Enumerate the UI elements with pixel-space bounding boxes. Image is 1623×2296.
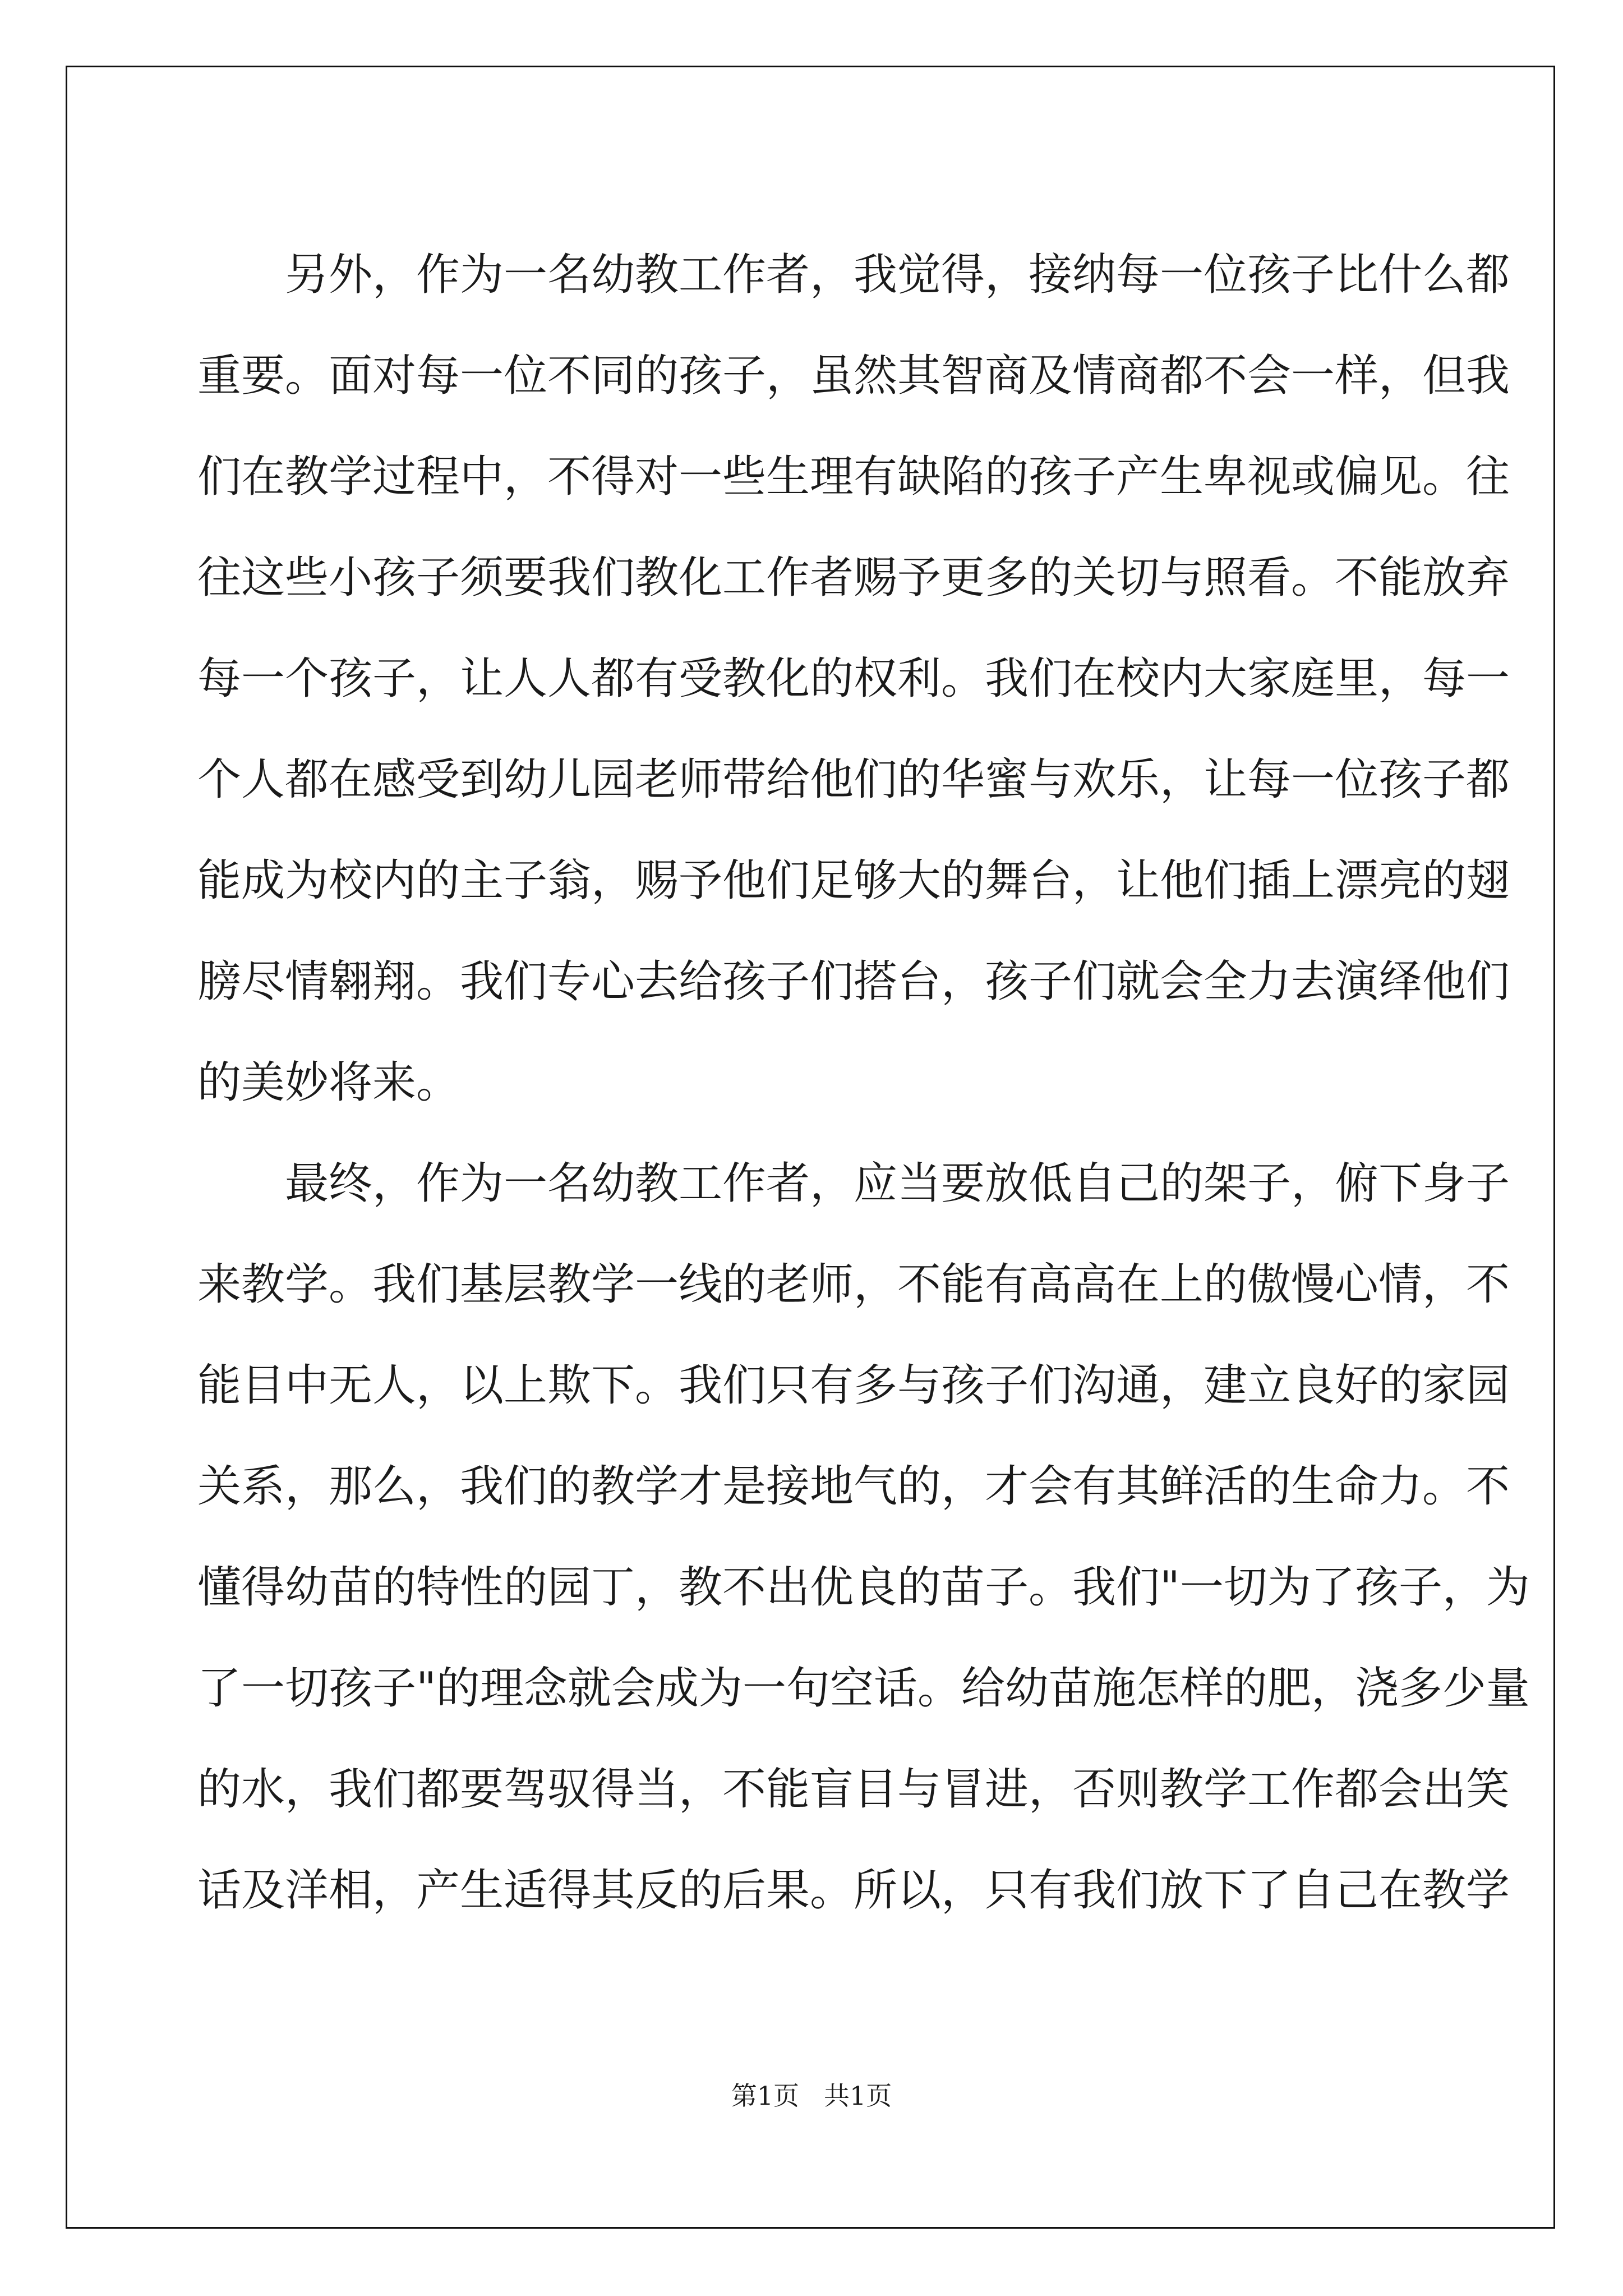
text-line: 的水，我们都要驾驭得当，不能盲目与冒进，否则教学工作都会出笑 xyxy=(197,1764,1510,1815)
text-line: 往这些小孩子须要我们教化工作者赐予更多的关切与照看。不能放弃 xyxy=(197,553,1510,603)
text-line: 膀尽情翱翔。我们专心去给孩子们搭台，孩子们就会全力去演绎他们 xyxy=(197,956,1510,1007)
text-line: 话及洋相，产生适得其反的后果。所以，只有我们放下了自己在教学 xyxy=(197,1865,1510,1916)
text-line: 的美妙将来。 xyxy=(197,1057,460,1108)
text-line: 最终，作为一名幼教工作者，应当要放低自己的架子，俯下身子 xyxy=(285,1158,1510,1209)
page-footer xyxy=(0,2076,1623,2113)
document-body xyxy=(197,224,1530,1941)
text-line: 来教学。我们基层教学一线的老师，不能有高高在上的傲慢心情，不 xyxy=(197,1259,1510,1310)
text-line: 能目中无人，以上欺下。我们只有多与孩子们沟通，建立良好的家园 xyxy=(197,1360,1510,1411)
text-line: 了一切孩子"的理念就会成为一句空话。给幼苗施怎样的肥，浇多少量 xyxy=(197,1663,1530,1714)
page-total: 共1页 xyxy=(823,2081,892,2111)
text-line: 个人都在感受到幼儿园老师带给他们的华蜜与欢乐，让每一位孩子都 xyxy=(197,754,1510,805)
text-line: 每一个孩子，让人人都有受教化的权利。我们在校内大家庭里，每一 xyxy=(197,654,1510,704)
page-number: 第1页 xyxy=(731,2081,800,2111)
text-line: 能成为校内的主子翁，赐予他们足够大的舞台，让他们插上漂亮的翅 xyxy=(197,855,1510,906)
text-line: 另外，作为一名幼教工作者，我觉得，接纳每一位孩子比什么都 xyxy=(285,250,1510,300)
text-line: 懂得幼苗的特性的园丁，教不出优良的苗子。我们"一切为了孩子，为 xyxy=(197,1562,1530,1613)
text-line: 关系，那么，我们的教学才是接地气的，才会有其鲜活的生命力。不 xyxy=(197,1461,1510,1512)
text-line: 重要。面对每一位不同的孩子，虽然其智商及情商都不会一样，但我 xyxy=(197,351,1510,401)
paragraph-1 xyxy=(197,224,1510,1133)
paragraph-2 xyxy=(197,1133,1530,1941)
text-line: 们在教学过程中，不得对一些生理有缺陷的孩子产生卑视或偏见。往 xyxy=(197,452,1510,502)
